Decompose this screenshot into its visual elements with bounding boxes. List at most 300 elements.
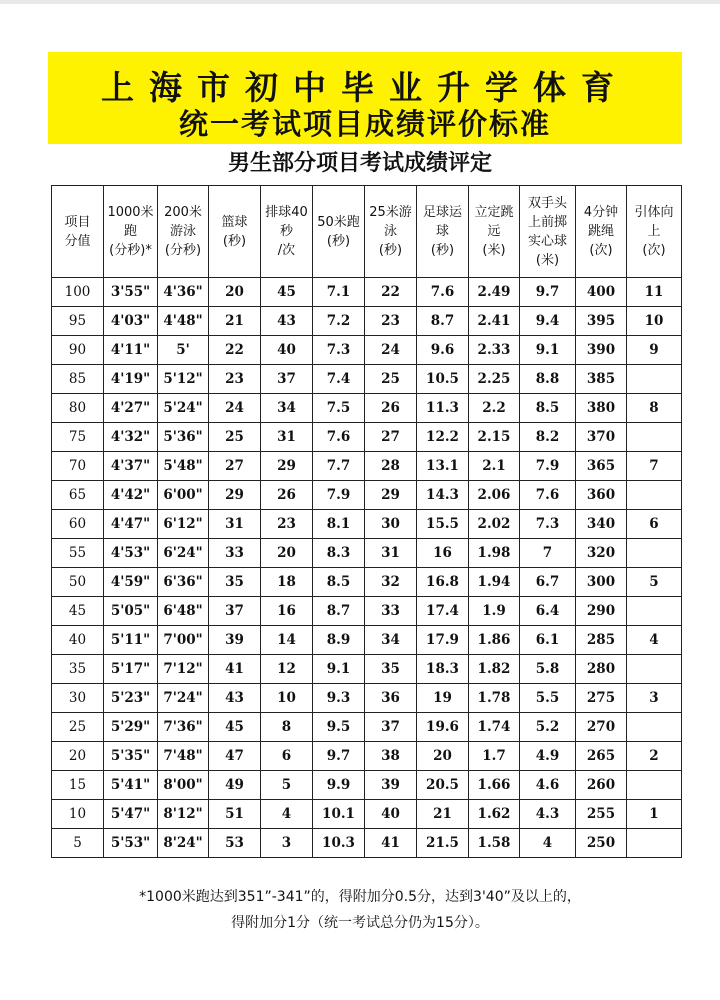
score-cell: 100 xyxy=(52,278,104,307)
column-header-line: 上前掷 xyxy=(527,214,567,230)
value-cell: 8.5 xyxy=(520,394,576,423)
column-header-9 xyxy=(520,186,576,278)
score-cell: 10 xyxy=(52,800,104,829)
value-cell: 8.2 xyxy=(520,423,576,452)
value-cell: 5'48" xyxy=(158,452,209,481)
value-cell: 4'36" xyxy=(158,278,209,307)
value-cell: 7'48" xyxy=(158,742,209,771)
column-header-line: 秒 xyxy=(279,224,293,239)
value-cell: 2 xyxy=(627,742,682,771)
value-cell xyxy=(627,539,682,568)
table-row xyxy=(52,539,682,568)
value-cell: 7.9 xyxy=(313,481,365,510)
value-cell: 18.3 xyxy=(417,655,469,684)
value-cell xyxy=(627,481,682,510)
value-cell: 8.3 xyxy=(313,539,365,568)
value-cell: 5'05" xyxy=(104,597,158,626)
table-row xyxy=(52,626,682,655)
table-row xyxy=(52,481,682,510)
value-cell: 5'53" xyxy=(104,829,158,858)
score-cell: 20 xyxy=(52,742,104,771)
value-cell: 24 xyxy=(365,336,417,365)
value-cell: 21 xyxy=(417,800,469,829)
value-cell: 8.9 xyxy=(313,626,365,655)
value-cell: 2.15 xyxy=(469,423,520,452)
column-header-2 xyxy=(158,186,209,278)
value-cell: 4'59" xyxy=(104,568,158,597)
table-body xyxy=(52,278,682,858)
value-cell: 4'53" xyxy=(104,539,158,568)
score-cell: 90 xyxy=(52,336,104,365)
value-cell: 7 xyxy=(520,539,576,568)
table-row xyxy=(52,394,682,423)
value-cell: 6.7 xyxy=(520,568,576,597)
value-cell: 8'00" xyxy=(158,771,209,800)
value-cell: 7.3 xyxy=(313,336,365,365)
value-cell: 5'17" xyxy=(104,655,158,684)
score-cell: 75 xyxy=(52,423,104,452)
value-cell: 4'42" xyxy=(104,481,158,510)
score-cell: 35 xyxy=(52,655,104,684)
value-cell: 17.4 xyxy=(417,597,469,626)
value-cell xyxy=(627,771,682,800)
column-header-3 xyxy=(209,186,261,278)
value-cell: 6 xyxy=(261,742,313,771)
table-row xyxy=(52,713,682,742)
column-header-line: 50米跑 xyxy=(317,214,360,230)
value-cell: 290 xyxy=(576,597,627,626)
value-cell: 4 xyxy=(261,800,313,829)
value-cell: 7.4 xyxy=(313,365,365,394)
value-cell xyxy=(627,655,682,684)
value-cell: 14.3 xyxy=(417,481,469,510)
score-cell: 55 xyxy=(52,539,104,568)
value-cell: 9.5 xyxy=(313,713,365,742)
value-cell: 360 xyxy=(576,481,627,510)
value-cell: 320 xyxy=(576,539,627,568)
value-cell: 19.6 xyxy=(417,713,469,742)
column-header-line: (秒) xyxy=(378,243,403,258)
value-cell: 7.3 xyxy=(520,510,576,539)
value-cell: 47 xyxy=(209,742,261,771)
column-header-line: 项目 xyxy=(64,214,91,230)
value-cell: 395 xyxy=(576,307,627,336)
value-cell: 4'27" xyxy=(104,394,158,423)
value-cell: 5'12" xyxy=(158,365,209,394)
title-banner xyxy=(48,52,682,144)
value-cell xyxy=(627,829,682,858)
value-cell: 4'47" xyxy=(104,510,158,539)
value-cell: 2.2 xyxy=(469,394,520,423)
value-cell: 4.6 xyxy=(520,771,576,800)
value-cell: 5'36" xyxy=(158,423,209,452)
value-cell: 26 xyxy=(365,394,417,423)
table-row xyxy=(52,452,682,481)
column-header-line: (秒) xyxy=(326,233,351,249)
column-header-line: 游泳 xyxy=(169,224,196,239)
column-header-line: 跳绳 xyxy=(587,224,614,239)
score-cell: 95 xyxy=(52,307,104,336)
value-cell: 28 xyxy=(365,452,417,481)
value-cell: 20 xyxy=(209,278,261,307)
table-row xyxy=(52,800,682,829)
footnote-line-2: 得附加分1分（统一考试总分仍为15分）。 xyxy=(231,915,489,931)
value-cell: 33 xyxy=(209,539,261,568)
value-cell: 31 xyxy=(209,510,261,539)
value-cell: 22 xyxy=(365,278,417,307)
score-cell: 40 xyxy=(52,626,104,655)
value-cell: 265 xyxy=(576,742,627,771)
table-row xyxy=(52,307,682,336)
value-cell: 26 xyxy=(261,481,313,510)
value-cell: 4'32" xyxy=(104,423,158,452)
value-cell: 1.62 xyxy=(469,800,520,829)
value-cell: 385 xyxy=(576,365,627,394)
value-cell: 8.1 xyxy=(313,510,365,539)
value-cell: 1.74 xyxy=(469,713,520,742)
score-cell: 45 xyxy=(52,597,104,626)
score-cell: 85 xyxy=(52,365,104,394)
score-cell: 25 xyxy=(52,713,104,742)
value-cell: 6'12" xyxy=(158,510,209,539)
value-cell: 4'37" xyxy=(104,452,158,481)
column-header-line: 篮球 xyxy=(221,214,248,230)
value-cell: 1.78 xyxy=(469,684,520,713)
column-header-line: 双手头 xyxy=(527,195,567,211)
value-cell: 285 xyxy=(576,626,627,655)
value-cell: 5.2 xyxy=(520,713,576,742)
score-cell: 50 xyxy=(52,568,104,597)
value-cell: 3'55" xyxy=(104,278,158,307)
value-cell: 6.4 xyxy=(520,597,576,626)
value-cell: 45 xyxy=(261,278,313,307)
value-cell: 255 xyxy=(576,800,627,829)
table-row xyxy=(52,742,682,771)
value-cell: 8.5 xyxy=(313,568,365,597)
value-cell: 37 xyxy=(261,365,313,394)
value-cell: 35 xyxy=(365,655,417,684)
value-cell: 20 xyxy=(261,539,313,568)
value-cell: 11 xyxy=(627,278,682,307)
value-cell: 1.58 xyxy=(469,829,520,858)
value-cell: 8 xyxy=(261,713,313,742)
value-cell: 7.9 xyxy=(520,452,576,481)
value-cell: 1.86 xyxy=(469,626,520,655)
value-cell: 10 xyxy=(627,307,682,336)
value-cell: 40 xyxy=(261,336,313,365)
value-cell xyxy=(627,597,682,626)
value-cell: 6'24" xyxy=(158,539,209,568)
value-cell: 4 xyxy=(627,626,682,655)
table-row xyxy=(52,510,682,539)
value-cell: 365 xyxy=(576,452,627,481)
value-cell: 8.7 xyxy=(417,307,469,336)
column-header-line: 立定跳 xyxy=(474,205,514,220)
column-header-7 xyxy=(417,186,469,278)
value-cell: 6'48" xyxy=(158,597,209,626)
value-cell: 2.06 xyxy=(469,481,520,510)
value-cell: 21.5 xyxy=(417,829,469,858)
banner-title-line-1: 上海市初中毕业升学体育 xyxy=(101,68,629,107)
value-cell: 29 xyxy=(261,452,313,481)
value-cell: 340 xyxy=(576,510,627,539)
value-cell: 5'41" xyxy=(104,771,158,800)
value-cell: 39 xyxy=(365,771,417,800)
column-header-line: 200米 xyxy=(164,205,202,220)
column-header-line: 分值 xyxy=(64,233,91,249)
column-header-line: (分秒) xyxy=(164,243,202,258)
value-cell: 380 xyxy=(576,394,627,423)
value-cell: 5'35" xyxy=(104,742,158,771)
value-cell: 34 xyxy=(365,626,417,655)
value-cell: 12 xyxy=(261,655,313,684)
column-header-line: /次 xyxy=(277,243,296,258)
value-cell: 7'12" xyxy=(158,655,209,684)
value-cell: 6 xyxy=(627,510,682,539)
value-cell: 51 xyxy=(209,800,261,829)
value-cell: 29 xyxy=(365,481,417,510)
table-row xyxy=(52,365,682,394)
value-cell: 7.6 xyxy=(417,278,469,307)
value-cell: 31 xyxy=(261,423,313,452)
value-cell: 5 xyxy=(627,568,682,597)
value-cell: 6'36" xyxy=(158,568,209,597)
value-cell: 8.7 xyxy=(313,597,365,626)
value-cell: 14 xyxy=(261,626,313,655)
value-cell: 27 xyxy=(365,423,417,452)
value-cell: 8.8 xyxy=(520,365,576,394)
value-cell: 12.2 xyxy=(417,423,469,452)
value-cell: 20 xyxy=(417,742,469,771)
table-row xyxy=(52,655,682,684)
value-cell: 3 xyxy=(627,684,682,713)
table-row xyxy=(52,829,682,858)
value-cell: 1.9 xyxy=(469,597,520,626)
value-cell: 8'12" xyxy=(158,800,209,829)
score-cell: 60 xyxy=(52,510,104,539)
value-cell: 3 xyxy=(261,829,313,858)
value-cell: 22 xyxy=(209,336,261,365)
value-cell: 275 xyxy=(576,684,627,713)
table-row xyxy=(52,336,682,365)
value-cell: 31 xyxy=(365,539,417,568)
value-cell: 280 xyxy=(576,655,627,684)
value-cell: 32 xyxy=(365,568,417,597)
top-divider xyxy=(0,0,720,4)
value-cell: 49 xyxy=(209,771,261,800)
value-cell: 5'29" xyxy=(104,713,158,742)
column-header-line: 泳 xyxy=(383,224,397,239)
value-cell: 37 xyxy=(209,597,261,626)
value-cell: 5'24" xyxy=(158,394,209,423)
value-cell: 1 xyxy=(627,800,682,829)
value-cell: 9.1 xyxy=(313,655,365,684)
table-row xyxy=(52,278,682,307)
value-cell: 16 xyxy=(417,539,469,568)
value-cell: 20.5 xyxy=(417,771,469,800)
value-cell: 25 xyxy=(365,365,417,394)
value-cell: 10.1 xyxy=(313,800,365,829)
table-row xyxy=(52,423,682,452)
column-header-8 xyxy=(469,186,520,278)
footnote xyxy=(0,884,720,936)
column-header-line: (米) xyxy=(535,252,560,268)
value-cell: 2.1 xyxy=(469,452,520,481)
column-header-0 xyxy=(52,186,104,278)
value-cell: 5.5 xyxy=(520,684,576,713)
value-cell: 400 xyxy=(576,278,627,307)
value-cell: 4 xyxy=(520,829,576,858)
value-cell: 29 xyxy=(209,481,261,510)
value-cell: 2.49 xyxy=(469,278,520,307)
value-cell: 16 xyxy=(261,597,313,626)
value-cell: 11.3 xyxy=(417,394,469,423)
score-cell: 5 xyxy=(52,829,104,858)
value-cell: 7'24" xyxy=(158,684,209,713)
value-cell: 300 xyxy=(576,568,627,597)
column-header-line: 引体向 xyxy=(634,205,674,220)
value-cell: 40 xyxy=(365,800,417,829)
column-header-line: (次) xyxy=(642,243,666,258)
value-cell: 370 xyxy=(576,423,627,452)
value-cell: 23 xyxy=(209,365,261,394)
column-header-line: (次) xyxy=(589,243,613,258)
value-cell: 8 xyxy=(627,394,682,423)
column-header-line: 1000米 xyxy=(107,205,154,220)
value-cell: 16.8 xyxy=(417,568,469,597)
section-subtitle: 男生部分项目考试成绩评定 xyxy=(227,151,492,176)
value-cell: 5'47" xyxy=(104,800,158,829)
value-cell: 4.9 xyxy=(520,742,576,771)
value-cell: 24 xyxy=(209,394,261,423)
column-header-10 xyxy=(576,186,627,278)
value-cell: 5'23" xyxy=(104,684,158,713)
value-cell: 9.7 xyxy=(313,742,365,771)
column-header-line: (秒) xyxy=(222,233,247,249)
score-cell: 70 xyxy=(52,452,104,481)
value-cell: 2.25 xyxy=(469,365,520,394)
value-cell: 250 xyxy=(576,829,627,858)
column-header-6 xyxy=(365,186,417,278)
column-header-5 xyxy=(313,186,365,278)
value-cell: 4'03" xyxy=(104,307,158,336)
score-cell: 80 xyxy=(52,394,104,423)
value-cell: 5 xyxy=(261,771,313,800)
column-header-line: 球 xyxy=(435,224,449,239)
value-cell: 7 xyxy=(627,452,682,481)
value-cell: 390 xyxy=(576,336,627,365)
footnote-line-1: *1000米跑达到351”-341”的，得附加分0.5分，达到3'40”及以上的， xyxy=(139,889,581,905)
value-cell: 1.82 xyxy=(469,655,520,684)
value-cell: 5' xyxy=(158,336,209,365)
value-cell: 41 xyxy=(209,655,261,684)
score-cell: 30 xyxy=(52,684,104,713)
value-cell: 45 xyxy=(209,713,261,742)
value-cell: 1.98 xyxy=(469,539,520,568)
value-cell xyxy=(627,423,682,452)
value-cell: 7.2 xyxy=(313,307,365,336)
value-cell: 38 xyxy=(365,742,417,771)
value-cell: 260 xyxy=(576,771,627,800)
column-header-line: 足球运 xyxy=(422,205,462,220)
value-cell: 23 xyxy=(261,510,313,539)
value-cell: 7.5 xyxy=(313,394,365,423)
value-cell: 9 xyxy=(627,336,682,365)
value-cell: 10.3 xyxy=(313,829,365,858)
score-cell: 15 xyxy=(52,771,104,800)
column-header-line: 实心球 xyxy=(527,233,567,249)
value-cell: 34 xyxy=(261,394,313,423)
column-header-line: 排球40 xyxy=(265,205,308,220)
value-cell: 6'00" xyxy=(158,481,209,510)
column-header-line: (分秒)* xyxy=(109,243,152,258)
value-cell: 9.7 xyxy=(520,278,576,307)
column-header-line: 上 xyxy=(647,224,661,239)
value-cell: 37 xyxy=(365,713,417,742)
value-cell: 4'19" xyxy=(104,365,158,394)
value-cell: 4'48" xyxy=(158,307,209,336)
score-cell: 65 xyxy=(52,481,104,510)
column-header-11 xyxy=(627,186,682,278)
value-cell: 9.9 xyxy=(313,771,365,800)
value-cell: 9.4 xyxy=(520,307,576,336)
banner-title-line-2: 统一考试项目成绩评价标准 xyxy=(178,107,551,141)
value-cell xyxy=(627,365,682,394)
value-cell: 30 xyxy=(365,510,417,539)
value-cell: 2.41 xyxy=(469,307,520,336)
value-cell: 33 xyxy=(365,597,417,626)
value-cell: 18 xyxy=(261,568,313,597)
value-cell: 1.66 xyxy=(469,771,520,800)
column-header-line: 25米游 xyxy=(369,205,412,220)
column-header-4 xyxy=(261,186,313,278)
table-row xyxy=(52,684,682,713)
value-cell: 6.1 xyxy=(520,626,576,655)
value-cell: 4.3 xyxy=(520,800,576,829)
column-header-line: (米) xyxy=(482,243,506,258)
table-row xyxy=(52,568,682,597)
value-cell: 1.94 xyxy=(469,568,520,597)
value-cell: 9.3 xyxy=(313,684,365,713)
value-cell: 36 xyxy=(365,684,417,713)
value-cell: 43 xyxy=(209,684,261,713)
value-cell: 15.5 xyxy=(417,510,469,539)
column-header-line: (秒) xyxy=(430,243,455,258)
value-cell: 7.1 xyxy=(313,278,365,307)
table-row xyxy=(52,771,682,800)
value-cell: 9.6 xyxy=(417,336,469,365)
value-cell: 2.33 xyxy=(469,336,520,365)
value-cell: 53 xyxy=(209,829,261,858)
value-cell: 27 xyxy=(209,452,261,481)
value-cell: 43 xyxy=(261,307,313,336)
value-cell: 270 xyxy=(576,713,627,742)
table-row xyxy=(52,597,682,626)
value-cell: 25 xyxy=(209,423,261,452)
value-cell: 9.1 xyxy=(520,336,576,365)
value-cell: 5'11" xyxy=(104,626,158,655)
value-cell: 7'36" xyxy=(158,713,209,742)
value-cell: 7.6 xyxy=(313,423,365,452)
value-cell: 35 xyxy=(209,568,261,597)
value-cell: 23 xyxy=(365,307,417,336)
score-table xyxy=(51,185,682,858)
column-header-1 xyxy=(104,186,158,278)
value-cell: 7'00" xyxy=(158,626,209,655)
value-cell: 5.8 xyxy=(520,655,576,684)
column-header-line: 跑 xyxy=(123,224,137,239)
value-cell: 7.7 xyxy=(313,452,365,481)
